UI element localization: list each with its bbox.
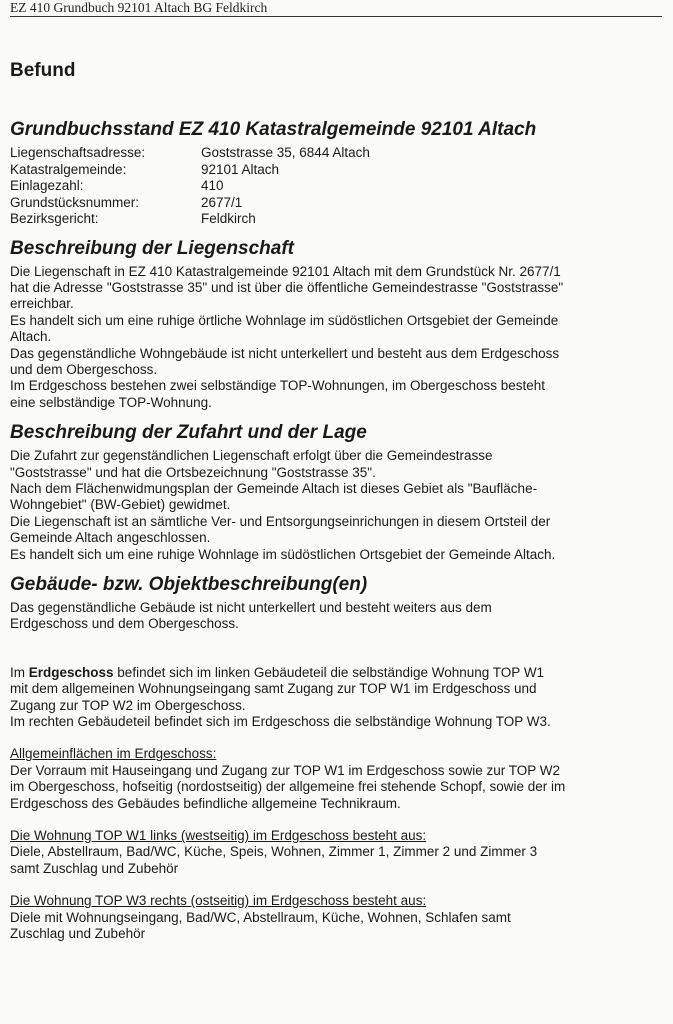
grundbuch-facts-table xyxy=(10,145,370,228)
text-line: Es handelt sich um eine ruhige örtliche Wohnlage im südöstlichen Ortsgebiet der Gemeinde xyxy=(10,312,559,328)
text-line: Altach. xyxy=(10,329,52,345)
text-line: Es handelt sich um eine ruhige Wohnlage im südöstlichen Ortsgebiet der Gemeinde Altach. xyxy=(10,546,556,562)
fact-value: 92101 Altach xyxy=(201,161,280,177)
fact-value: Feldkirch xyxy=(201,211,256,226)
fact-label: Grundstücksnummer: xyxy=(10,194,140,210)
text-line: Das gegenständliche Gebäude ist nicht unterkellert und besteht weiters aus dem xyxy=(10,600,492,615)
gebaeude-text xyxy=(10,600,662,943)
erdgeschoss-line xyxy=(10,665,662,681)
zufahrt-heading: Beschreibung der Zufahrt und der Lage xyxy=(10,422,367,444)
fact-value: 410 xyxy=(201,178,224,193)
text-line: Nach dem Flächenwidmungsplan der Gemeinde Altach ist dieses Gebiet als "Baufläche- xyxy=(10,480,538,496)
liegenschaft-heading: Beschreibung der Liegenschaft xyxy=(10,237,295,259)
eg-bold-term: Erdgeschoss xyxy=(28,664,114,680)
wohnung-w1-heading: Die Wohnung TOP W1 links (westseitig) im Erdgeschoss besteht aus: xyxy=(10,828,427,844)
fact-label: Einlagezahl: xyxy=(10,178,84,193)
text-line: Die Zufahrt zur gegenständlichen Liegenschaft erfolgt über die Gemeindestrasse xyxy=(10,448,493,464)
text-line: mit dem allgemeinen Wohnungseingang samt Zugang zur TOP W1 im Erdgeschoss und xyxy=(10,681,537,697)
text-line: und dem Obergeschoss. xyxy=(10,361,158,377)
allgemeinflaechen-heading: Allgemeinflächen im Erdgeschoss: xyxy=(10,746,217,762)
fact-value: 2677/1 xyxy=(201,194,243,210)
liegenschaft-text xyxy=(10,264,662,412)
eg-post: befindet sich im linken Gebäudeteil die selbständige Wohnung TOP W1 xyxy=(113,664,545,680)
fact-row xyxy=(10,178,370,195)
text-line: Zuschlag und Zubehör xyxy=(10,926,146,942)
text-line: Gemeinde Altach angeschlossen. xyxy=(10,530,211,546)
zufahrt-text xyxy=(10,448,662,563)
gebaeude-heading: Gebäude- bzw. Objektbeschreibung(en) xyxy=(10,574,368,595)
eg-pre: Im xyxy=(10,664,29,680)
fact-row xyxy=(10,211,370,228)
text-line: erreichbar. xyxy=(10,296,74,312)
text-line: Wohngebiet" (BW-Gebiet) gewidmet. xyxy=(10,497,231,513)
grundbuch-heading: Grundbuchsstand EZ 410 Katastralgemeinde 92101 Altach xyxy=(10,119,537,140)
text-line: Diele, Abstellraum, Bad/WC, Küche, Speis, Wohnen, Zimmer 1, Zimmer 2 und Zimmer 3 xyxy=(10,844,538,860)
wohnung-w3-heading: Die Wohnung TOP W3 rechts (ostseitig) im Erdgeschoss besteht aus: xyxy=(10,893,427,909)
text-line: Im Erdgeschoss bestehen zwei selbständige TOP-Wohnungen, im Obergeschoss besteht xyxy=(10,378,546,394)
text-line: Die Liegenschaft ist an sämtliche Ver- und Entsorgungseinrichungen in diesem Ortsteil der xyxy=(10,513,551,529)
fact-row xyxy=(10,162,370,179)
page-header: EZ 410 Grundbuch 92101 Altach BG Feldkirch xyxy=(10,0,662,17)
fact-label: Bezirksgericht: xyxy=(10,211,99,226)
text-line: Diele mit Wohnungseingang, Bad/WC, Abstellraum, Küche, Wohnen, Schlafen samt xyxy=(10,909,511,925)
text-line: hat die Adresse "Goststrasse 35" und ist über die öffentliche Gemeindestrasse "Goststrasse" xyxy=(10,279,564,295)
text-line: Im rechten Gebäudeteil befindet sich im Erdgeschoss die selbständige Wohnung TOP W3. xyxy=(10,714,551,730)
befund-title: Befund xyxy=(10,60,76,81)
document-body xyxy=(10,60,662,943)
fact-label: Liegenschaftsadresse: xyxy=(10,145,146,160)
fact-row xyxy=(10,195,370,212)
text-line: im Obergeschoss, hofseitig (nordostseitig) der allgemeine frei stehende Schopf, sowie der im xyxy=(10,779,566,795)
text-line: "Goststrasse" und hat die Ortsbezeichnung "Goststrasse 35". xyxy=(10,464,376,480)
fact-row xyxy=(10,145,370,162)
text-line: Zugang zur TOP W2 im Obergeschoss. xyxy=(10,697,246,713)
text-line: Erdgeschoss des Gebäudes befindliche allgemeine Technikraum. xyxy=(10,795,401,811)
fact-label: Katastralgemeinde: xyxy=(10,161,127,177)
text-line: Das gegenständliche Wohngebäude ist nicht unterkellert und besteht aus dem Erdgeschoss xyxy=(10,345,560,361)
text-line: Die Liegenschaft in EZ 410 Katastralgemeinde 92101 Altach mit dem Grundstück Nr. 2677/1 xyxy=(10,263,561,279)
text-line: Erdgeschoss und dem Obergeschoss. xyxy=(10,616,239,632)
fact-value: Goststrasse 35, 6844 Altach xyxy=(201,145,370,160)
text-line: samt Zuschlag und Zubehör xyxy=(10,860,179,876)
text-line: Der Vorraum mit Hauseingang und Zugang zur TOP W1 im Erdgeschoss sowie zur TOP W2 xyxy=(10,762,560,778)
text-line: eine selbständige TOP-Wohnung. xyxy=(10,394,212,410)
